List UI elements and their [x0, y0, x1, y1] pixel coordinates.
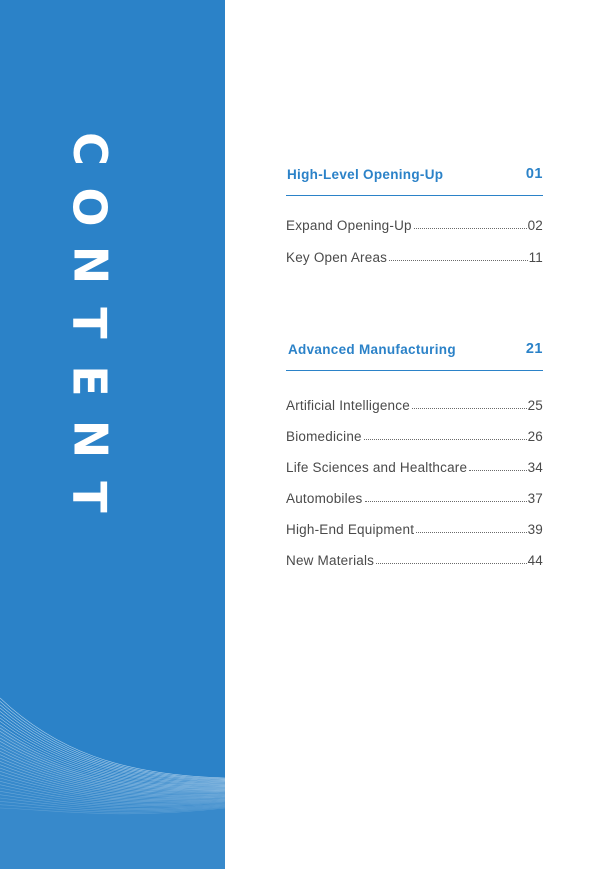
dot-leader: [389, 260, 527, 261]
entry-page-number: 25: [527, 398, 543, 413]
content-title: [58, 120, 117, 526]
section-page-number: 21: [525, 341, 543, 357]
title-letter: N: [63, 419, 117, 459]
toc-entry[interactable]: [286, 491, 543, 506]
entry-label: New Materials: [286, 553, 375, 568]
entry-page-number: 26: [527, 429, 543, 444]
title-letter: T: [62, 307, 117, 339]
toc-entry[interactable]: [286, 429, 543, 444]
toc-entry[interactable]: [286, 398, 543, 413]
section-page-number: 01: [525, 166, 543, 182]
title-letter: C: [62, 132, 117, 166]
entry-label: High-End Equipment: [286, 522, 415, 537]
entry-page-number: 11: [528, 250, 543, 265]
toc-entry[interactable]: [286, 250, 543, 265]
dot-leader: [412, 408, 527, 409]
wave-decoration: [0, 680, 225, 869]
section-heading[interactable]: [286, 342, 543, 371]
section-title: Advanced Manufacturing: [288, 342, 456, 357]
toc-entry[interactable]: [286, 553, 543, 568]
dot-leader: [414, 228, 527, 229]
dot-leader: [376, 563, 526, 564]
entry-label: Expand Opening-Up: [286, 218, 412, 233]
entry-label: Life Sciences and Healthcare: [286, 460, 468, 475]
entry-page-number: 44: [527, 553, 543, 568]
title-letter: N: [63, 245, 117, 285]
entry-page-number: 39: [527, 522, 543, 537]
entry-page-number: 02: [527, 218, 543, 233]
entry-page-number: 34: [527, 460, 543, 475]
toc-entry[interactable]: [286, 218, 543, 233]
toc-entry[interactable]: [286, 460, 543, 475]
entry-label: Key Open Areas: [286, 250, 388, 265]
dot-leader: [365, 501, 527, 502]
dot-leader: [416, 532, 526, 533]
title-letter: T: [62, 481, 117, 513]
dot-leader: [469, 470, 526, 471]
entry-label: Biomedicine: [286, 429, 362, 444]
title-letter: O: [62, 187, 117, 227]
toc-entry[interactable]: [286, 522, 543, 537]
title-letter: E: [63, 365, 117, 397]
side-panel: [0, 0, 225, 869]
section-title: High-Level Opening-Up: [287, 167, 444, 182]
section-heading[interactable]: [286, 167, 543, 196]
entry-page-number: 37: [527, 491, 543, 506]
entry-label: Artificial Intelligence: [286, 398, 410, 413]
dot-leader: [364, 439, 527, 440]
entry-label: Automobiles: [286, 491, 363, 506]
